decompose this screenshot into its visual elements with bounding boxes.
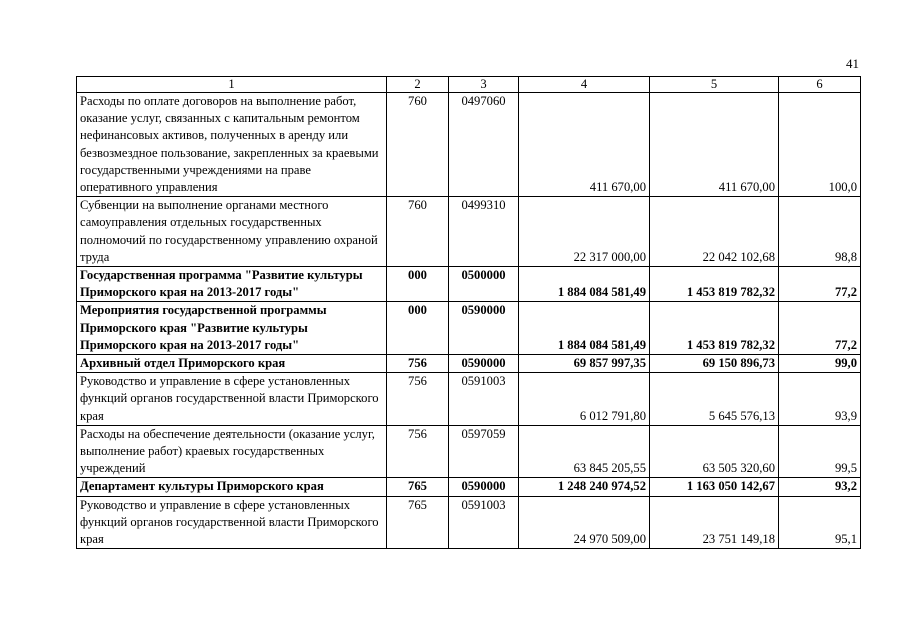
row-name: Расходы на обеспечение деятельности (оказание услуг, выполнение работ) краевых государственных учреждений <box>77 425 387 478</box>
page-number: 41 <box>846 56 859 71</box>
row-value-5: 63 505 320,60 <box>650 425 779 478</box>
row-code-2: 000 <box>387 302 449 355</box>
column-header: 2 <box>387 77 449 93</box>
table-row <box>77 197 861 267</box>
row-value-4: 24 970 509,00 <box>519 496 650 549</box>
row-value-5: 1 453 819 782,32 <box>650 302 779 355</box>
row-value-4: 6 012 791,80 <box>519 373 650 426</box>
row-value-5: 5 645 576,13 <box>650 373 779 426</box>
row-name: Субвенции на выполнение органами местного самоуправления отдельных государственных полномочий по государственному управлению охраной труда <box>77 197 387 267</box>
row-code-2: 760 <box>387 197 449 267</box>
table-header-row <box>77 77 861 93</box>
row-code-3: 0497060 <box>449 93 519 197</box>
row-value-5: 1 163 050 142,67 <box>650 478 779 496</box>
row-name: Архивный отдел Приморского края <box>77 355 387 373</box>
row-value-4: 63 845 205,55 <box>519 425 650 478</box>
row-code-2: 765 <box>387 496 449 549</box>
column-header: 1 <box>77 77 387 93</box>
table-row <box>77 496 861 549</box>
row-value-5: 1 453 819 782,32 <box>650 267 779 302</box>
row-value-5: 23 751 149,18 <box>650 496 779 549</box>
row-value-6: 77,2 <box>779 302 861 355</box>
row-code-3: 0590000 <box>449 302 519 355</box>
row-value-4: 411 670,00 <box>519 93 650 197</box>
row-value-5: 69 150 896,73 <box>650 355 779 373</box>
row-code-2: 756 <box>387 373 449 426</box>
row-code-2: 000 <box>387 267 449 302</box>
column-header: 6 <box>779 77 861 93</box>
row-value-4: 22 317 000,00 <box>519 197 650 267</box>
row-value-6: 100,0 <box>779 93 861 197</box>
row-value-6: 99,0 <box>779 355 861 373</box>
row-value-4: 1 884 084 581,49 <box>519 302 650 355</box>
row-code-2: 760 <box>387 93 449 197</box>
row-value-4: 1 884 084 581,49 <box>519 267 650 302</box>
row-name: Государственная программа "Развитие культуры Приморского края на 2013-2017 годы" <box>77 267 387 302</box>
row-value-5: 411 670,00 <box>650 93 779 197</box>
row-code-3: 0590000 <box>449 478 519 496</box>
row-value-4: 1 248 240 974,52 <box>519 478 650 496</box>
budget-table <box>76 76 861 549</box>
row-value-4: 69 857 997,35 <box>519 355 650 373</box>
row-code-3: 0500000 <box>449 267 519 302</box>
table-row <box>77 93 861 197</box>
row-code-2: 756 <box>387 355 449 373</box>
row-name: Руководство и управление в сфере установленных функций органов государственной власти Приморского края <box>77 496 387 549</box>
row-name: Департамент культуры Приморского края <box>77 478 387 496</box>
row-value-6: 93,9 <box>779 373 861 426</box>
table-row <box>77 425 861 478</box>
table-row <box>77 302 861 355</box>
row-code-3: 0591003 <box>449 496 519 549</box>
row-value-6: 93,2 <box>779 478 861 496</box>
row-value-6: 99,5 <box>779 425 861 478</box>
row-name: Руководство и управление в сфере установленных функций органов государственной власти Приморского края <box>77 373 387 426</box>
row-code-3: 0591003 <box>449 373 519 426</box>
row-code-3: 0597059 <box>449 425 519 478</box>
row-code-3: 0499310 <box>449 197 519 267</box>
table-row <box>77 267 861 302</box>
column-header: 5 <box>650 77 779 93</box>
table-row <box>77 373 861 426</box>
row-code-2: 765 <box>387 478 449 496</box>
table-row <box>77 478 861 496</box>
row-name: Расходы по оплате договоров на выполнение работ, оказание услуг, связанных с капитальным ремонтом нефинансовых активов, полученных в аренду или безвозмездное пользование, закрепленных за краевыми государственными учреждениями на праве оперативного управления <box>77 93 387 197</box>
column-header: 3 <box>449 77 519 93</box>
row-code-3: 0590000 <box>449 355 519 373</box>
row-name: Мероприятия государственной программы Приморского края "Развитие культуры Приморского края на 2013-2017 годы" <box>77 302 387 355</box>
row-code-2: 756 <box>387 425 449 478</box>
table-row <box>77 355 861 373</box>
row-value-6: 95,1 <box>779 496 861 549</box>
row-value-5: 22 042 102,68 <box>650 197 779 267</box>
row-value-6: 98,8 <box>779 197 861 267</box>
row-value-6: 77,2 <box>779 267 861 302</box>
column-header: 4 <box>519 77 650 93</box>
